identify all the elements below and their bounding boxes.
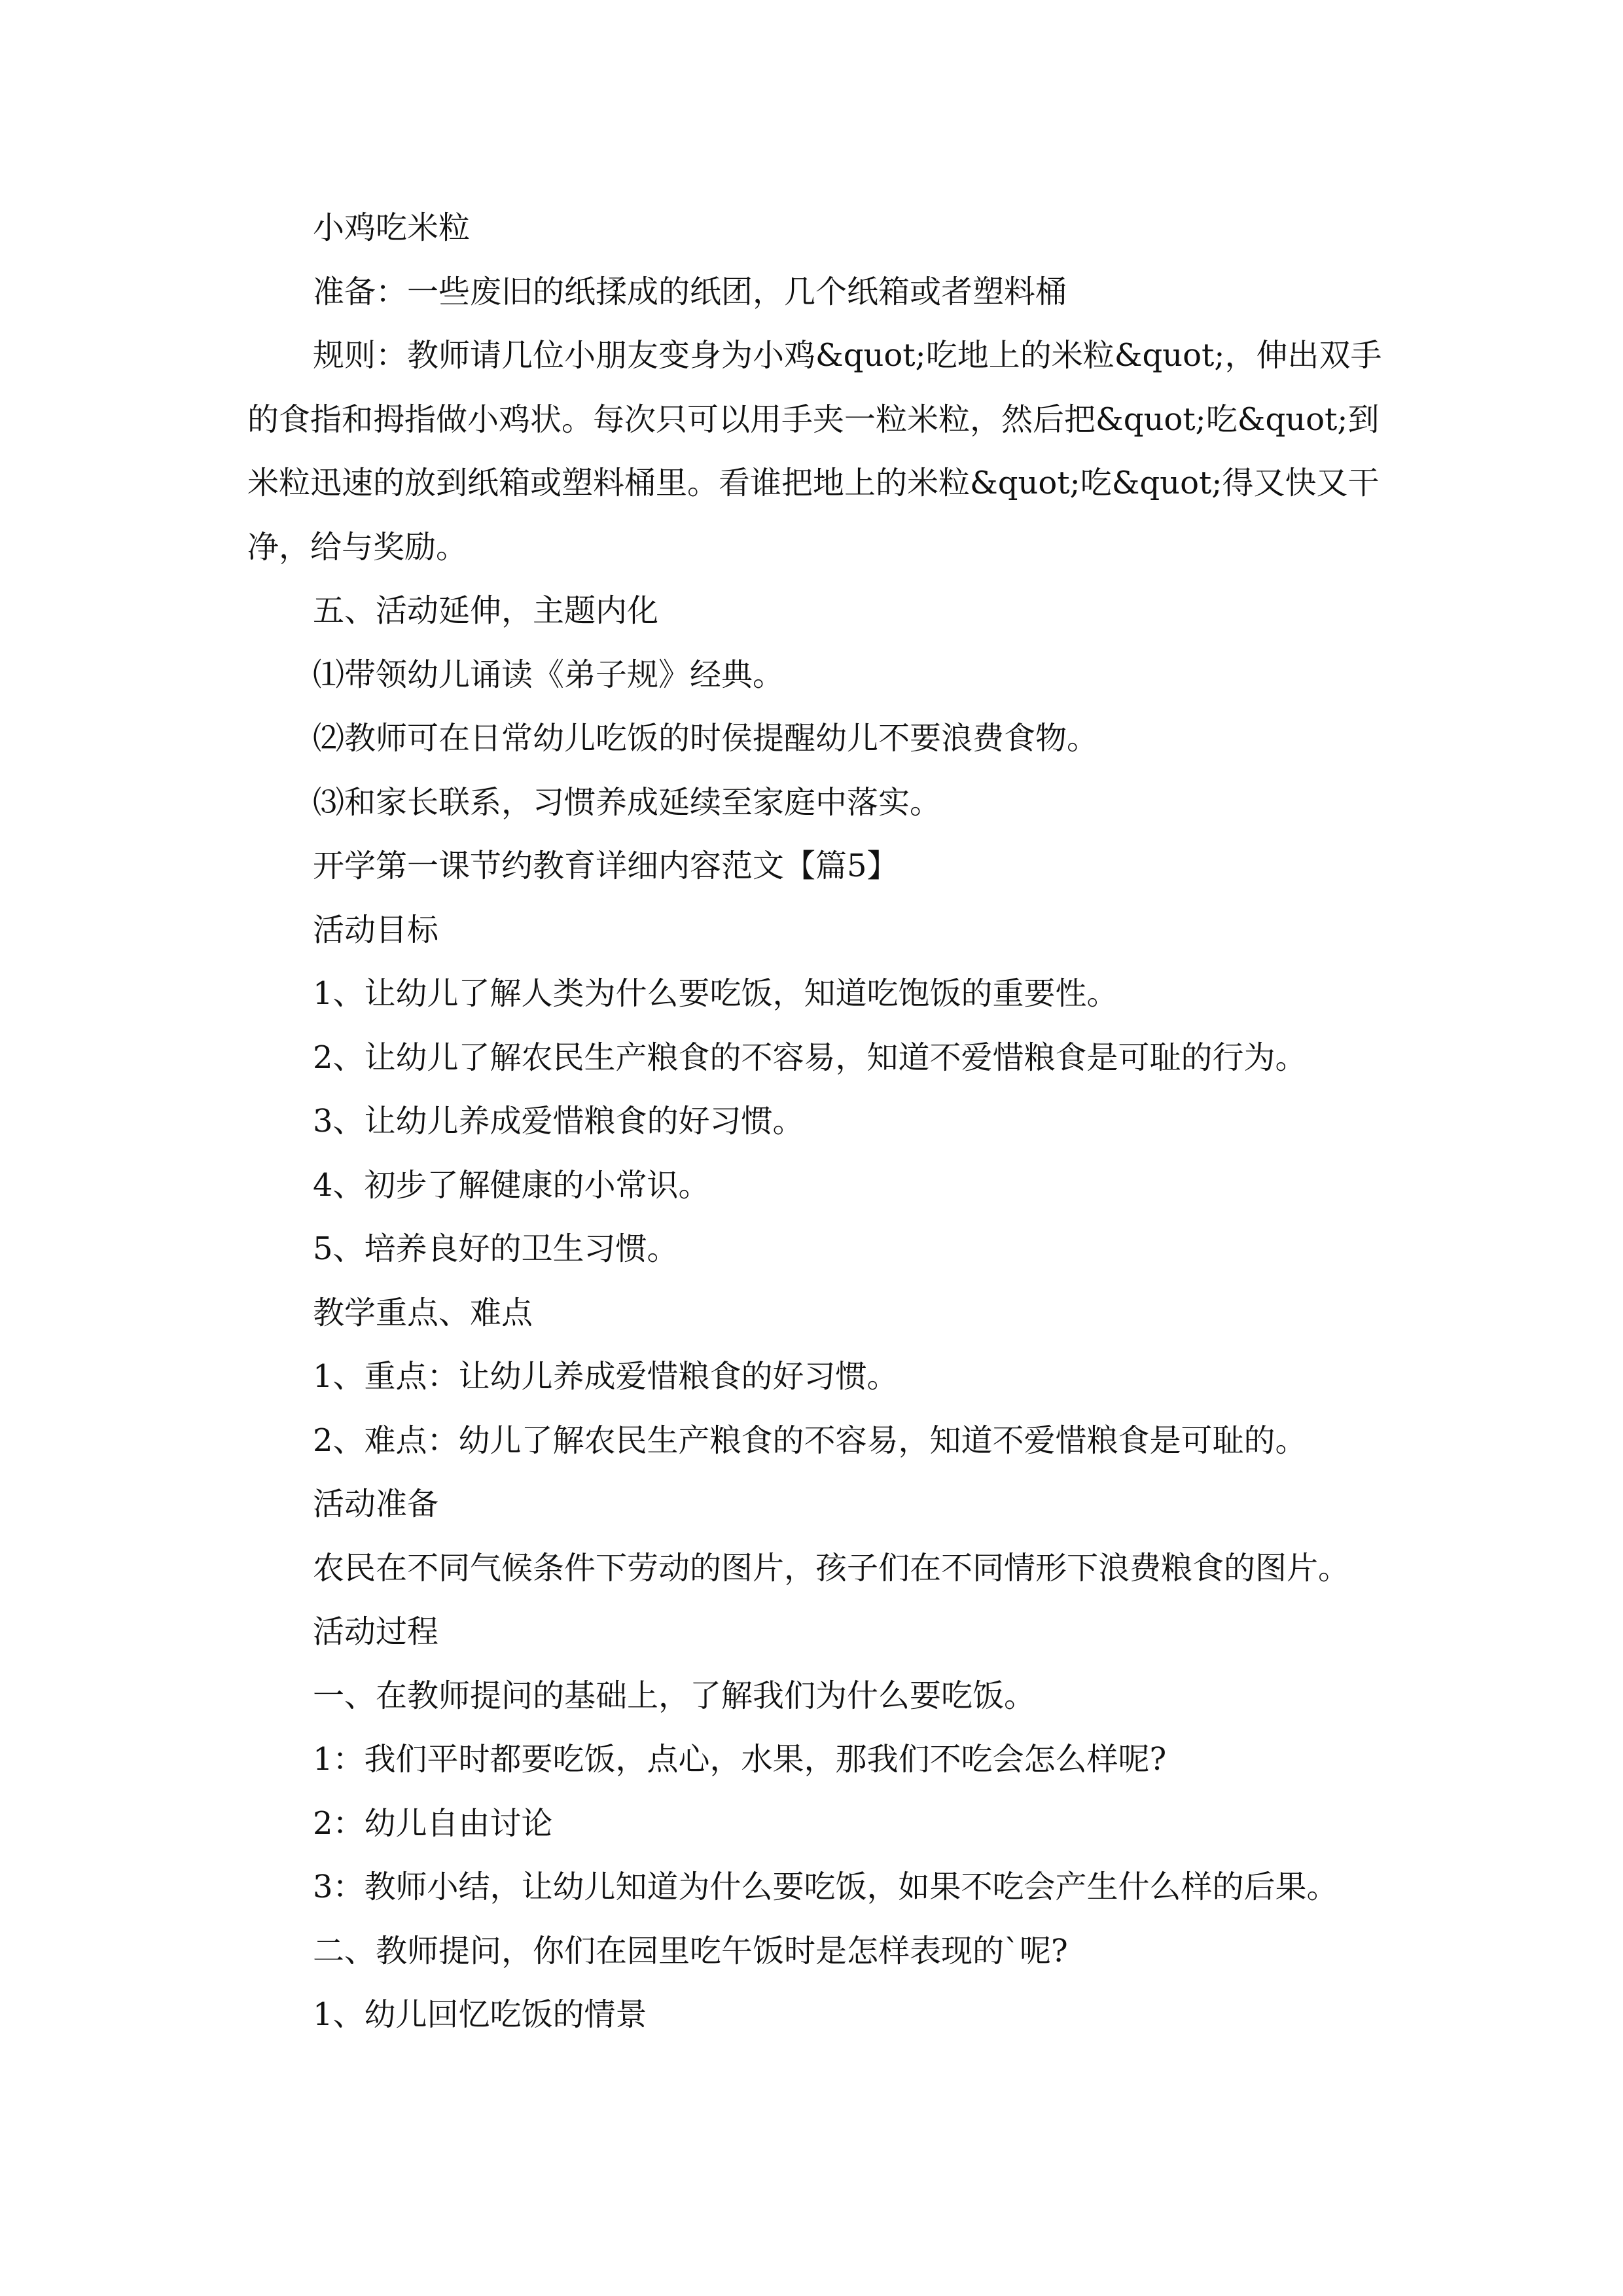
list-item: 4、初步了解健康的小常识。 xyxy=(313,1166,710,1204)
list-item: 1、幼儿回忆吃饭的情景 xyxy=(313,1996,647,2033)
section-heading: 五、活动延伸，主题内化 xyxy=(313,592,659,629)
section-heading: 活动目标 xyxy=(313,911,439,948)
document-body xyxy=(247,196,1399,2047)
list-item: ⑵教师可在日常幼儿吃饭的时侯提醒幼儿不要浪费食物。 xyxy=(313,720,1099,757)
list-item: 5、培养良好的卫生习惯。 xyxy=(313,1230,679,1267)
section-heading: 教学重点、难点 xyxy=(313,1294,533,1331)
list-item: 3、让幼儿养成爱惜粮食的好习惯。 xyxy=(313,1103,804,1139)
paragraph: 农民在不同气候条件下劳动的图片，孩子们在不同情形下浪费粮食的图片。 xyxy=(313,1549,1350,1587)
list-item: 1：我们平时都要吃饭，点心，水果，那我们不吃会怎么样呢? xyxy=(313,1741,1167,1778)
list-item: 1、重点：让幼儿养成爱惜粮食的好习惯。 xyxy=(313,1358,899,1395)
section-heading: 活动准备 xyxy=(313,1486,439,1522)
paragraph: 规则：教师请几位小朋友变身为小鸡&quot;吃地上的米粒&quot;，伸出双手的食指和拇指做小鸡状。每次只可以用手夹一粒米粒，然后把&quot;吃&quot;到米粒迅速的放到纸箱或塑料桶里。看谁把地上的米粒&quot;吃&quot;得又快又干净，给与奖励。 xyxy=(247,337,1382,565)
list-item: 1、让幼儿了解人类为什么要吃饭，知道吃饱饭的重要性。 xyxy=(313,975,1118,1012)
list-item: ⑶和家长联系，习惯养成延续至家庭中落实。 xyxy=(313,783,942,821)
article-title: 开学第一课节约教育详细内容范文【篇5】 xyxy=(313,848,899,884)
paragraph: 一、在教师提问的基础上，了解我们为什么要吃饭。 xyxy=(313,1677,1036,1714)
section-heading: 活动过程 xyxy=(313,1613,439,1650)
paragraph: 准备：一些废旧的纸揉成的纸团，几个纸箱或者塑料桶 xyxy=(313,273,1067,310)
section-heading: 小鸡吃米粒 xyxy=(313,209,471,246)
paragraph: 二、教师提问，你们在园里吃午饭时是怎样表现的`呢? xyxy=(313,1932,1068,1969)
list-item: 2、让幼儿了解农民生产粮食的不容易，知道不爱惜粮食是可耻的行为。 xyxy=(313,1039,1307,1076)
list-item: 3：教师小结，让幼儿知道为什么要吃饭，如果不吃会产生什么样的后果。 xyxy=(313,1869,1338,1905)
list-item: 2、难点：幼儿了解农民生产粮食的不容易，知道不爱惜粮食是可耻的。 xyxy=(313,1422,1307,1459)
list-item: ⑴带领幼儿诵读《弟子规》经典。 xyxy=(313,656,785,693)
list-item: 2：幼儿自由讨论 xyxy=(313,1804,553,1842)
